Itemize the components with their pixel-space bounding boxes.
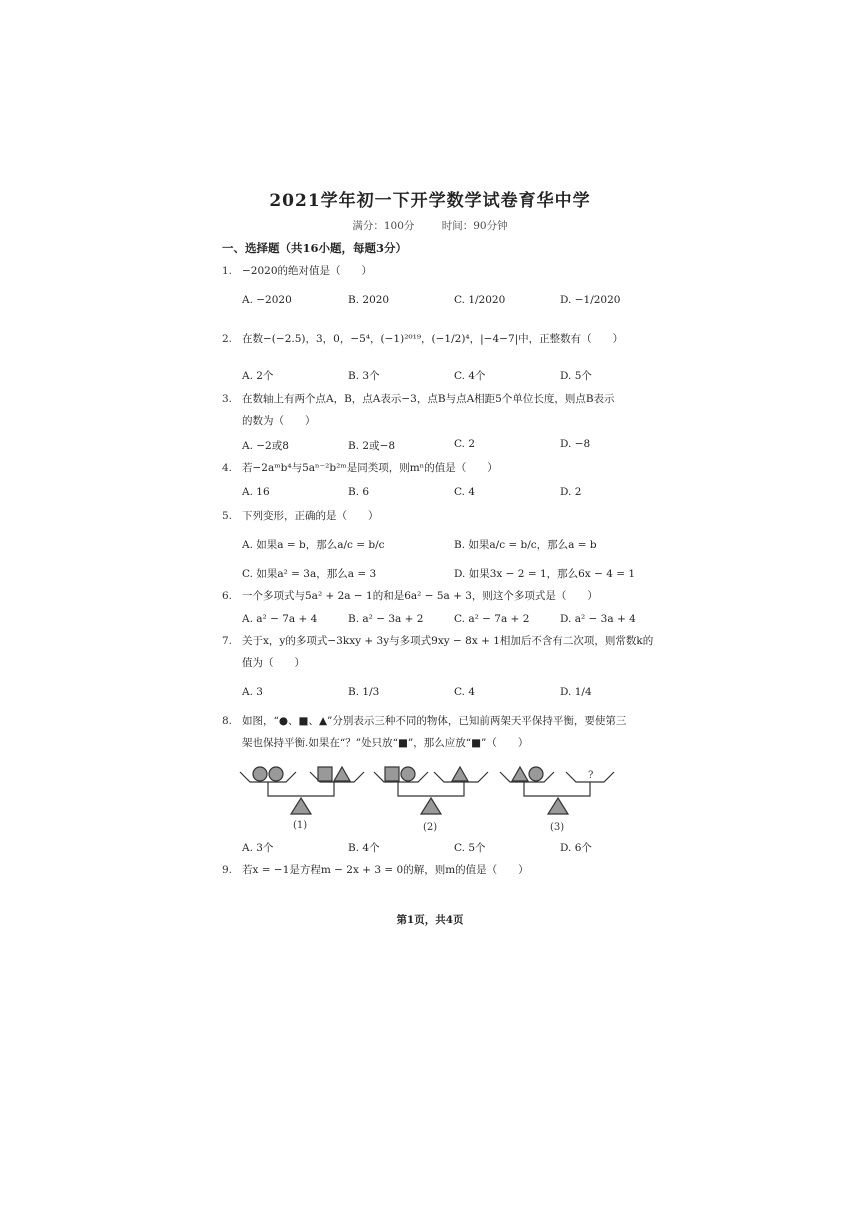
question-text: 在数轴上有两个点A，B，点A表示−3，点B与点A相距5个单位长度，则点B表示 — [242, 393, 615, 405]
options-7 — [242, 686, 662, 708]
options-1 — [242, 294, 662, 316]
option-d: D. 2 — [560, 486, 582, 498]
option-b: B. 2020 — [348, 294, 390, 306]
circle-shape — [401, 767, 415, 781]
option-b: B. 2或−8 — [348, 440, 396, 452]
circle-shape — [529, 767, 543, 781]
option-c: C. 如果a² = 3a，那么a = 3 — [242, 568, 377, 580]
question-number: 8. — [222, 715, 233, 727]
triangle-shape — [334, 767, 350, 781]
option-a: A. 2个 — [242, 370, 274, 382]
options-6 — [242, 613, 662, 635]
question-number: 9. — [222, 864, 233, 876]
page-title: 2021学年初一下开学数学试卷育华中学 — [269, 191, 591, 211]
option-d: D. 1/4 — [560, 686, 592, 698]
pivot-triangle — [291, 798, 311, 814]
question-text: 下列变形，正确的是（ ） — [242, 510, 379, 522]
circle-shape — [253, 767, 267, 781]
option-a: A. −2020 — [242, 294, 292, 306]
option-a: A. 16 — [242, 486, 270, 498]
options-2 — [242, 368, 662, 390]
option-c: C. 4 — [454, 486, 476, 498]
options-3 — [242, 438, 662, 460]
option-d: D. −1/2020 — [560, 294, 621, 306]
question-text: 若x = −1是方程m − 2x + 3 = 0的解，则m的值是（ ） — [242, 864, 529, 876]
question-text: 关于x，y的多项式−3kxy + 3y与多项式9xy − 8x + 1相加后不含有二次项，则常数k的 — [242, 635, 654, 647]
option-a: A. 3个 — [242, 842, 274, 854]
question-number: 3. — [222, 393, 233, 405]
option-b: B. 6 — [348, 486, 370, 498]
triangle-shape — [512, 767, 528, 781]
options-8 — [242, 840, 662, 862]
page-footer: 第1页，共4页 — [396, 914, 464, 926]
question-number: 4. — [222, 462, 233, 474]
triangle-shape — [452, 767, 468, 781]
figure-label-3: (3) — [550, 822, 565, 833]
unknown-mark: ? — [588, 770, 594, 781]
option-a: A. −2或8 — [242, 440, 289, 452]
balance-3 — [500, 767, 614, 814]
circle-shape — [269, 767, 283, 781]
option-b: B. 3个 — [348, 370, 380, 382]
question-text-continued: 值为（ ） — [242, 657, 305, 669]
option-d: D. 5个 — [560, 370, 592, 382]
option-d: D. 如果3x − 2 = 1，那么6x − 4 = 1 — [454, 568, 636, 580]
question-text: 在数−(−2.5)，3，0，−5⁴，(−1)²⁰¹⁹，(−1/2)⁴，|−4−7|中，正整数有（ ） — [242, 333, 624, 345]
options-5ab — [242, 537, 662, 559]
option-b: B. a² − 3a + 2 — [348, 613, 424, 625]
question-text: 一个多项式与5a² + 2a − 1的和是6a² − 5a + 3，则这个多项式是（ ） — [242, 590, 598, 602]
option-c: C. 5个 — [454, 842, 486, 854]
question-text-continued: 架也保持平衡.如果在“？”处只放“■”，那么应放“■”（ ） — [242, 737, 529, 749]
option-c: C. 2 — [454, 438, 476, 450]
options-5cd — [242, 566, 662, 588]
options-4 — [242, 486, 662, 508]
question-8 — [222, 714, 642, 754]
figure-label-2: (2) — [423, 822, 438, 833]
question-number: 2. — [222, 333, 233, 345]
option-c: C. a² − 7a + 2 — [454, 613, 530, 625]
question-number: 6. — [222, 590, 233, 602]
section-title: 一、选择题（共16小题，每题3分） — [222, 241, 408, 255]
figure-label-1: (1) — [293, 820, 308, 831]
option-d: D. a² − 3a + 4 — [560, 613, 636, 625]
question-number: 7. — [222, 635, 233, 647]
option-c: C. 4 — [454, 686, 476, 698]
full-score: 满分：100分 — [352, 220, 415, 232]
question-text: 如图，“●、■、▲”分别表示三种不同的物体，已知前两架天平保持平衡，要使第三 — [242, 715, 627, 727]
option-d: D. −8 — [560, 438, 591, 450]
question-number: 5. — [222, 510, 233, 522]
exam-info — [0, 218, 860, 233]
balance-1 — [240, 767, 364, 814]
balance-2 — [374, 767, 488, 814]
exam-time: 时间：90分钟 — [441, 220, 508, 232]
option-a: A. 如果a = b，那么a/c = b/c — [242, 539, 385, 551]
pivot-triangle — [548, 798, 568, 814]
square-shape — [318, 767, 332, 781]
option-c: C. 1/2020 — [454, 294, 506, 306]
option-b: B. 1/3 — [348, 686, 380, 698]
option-a: A. 3 — [242, 686, 263, 698]
balance-figure — [238, 760, 618, 836]
square-shape — [385, 767, 399, 781]
question-7 — [222, 634, 654, 674]
option-c: C. 4个 — [454, 370, 486, 382]
option-b: B. 如果a/c = b/c，那么a = b — [454, 539, 597, 551]
question-text: −2020的绝对值是（ ） — [242, 265, 373, 277]
option-b: B. 4个 — [348, 842, 380, 854]
pivot-triangle — [421, 798, 441, 814]
question-3 — [222, 392, 642, 432]
question-text-continued: 的数为（ ） — [242, 415, 316, 427]
question-text: 若−2aᵐb⁴与5aⁿ⁻²b²ᵐ是同类项，则mⁿ的值是（ ） — [242, 462, 498, 474]
option-a: A. a² − 7a + 4 — [242, 613, 318, 625]
question-number: 1. — [222, 265, 233, 277]
option-d: D. 6个 — [560, 842, 592, 854]
